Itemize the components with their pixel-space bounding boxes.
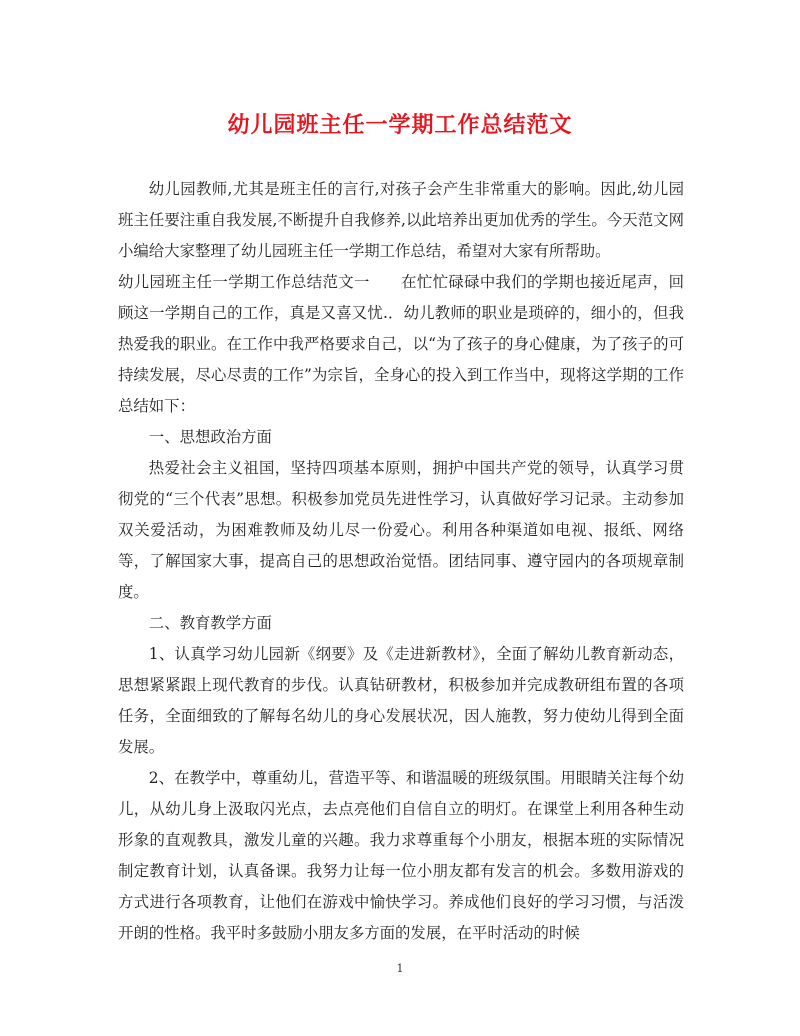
teaching-paragraph-2: 2、在教学中，尊重幼儿，营造平等、和谐温暖的班级氛围。用眼睛关注每个幼儿，从幼儿身上汲取闪光点，去点亮他们自信自立的明灯。在课堂上利用各种生动形象的直观教具，激发儿童的兴趣。我力求尊重每个小朋友，根据本班的实际情况制定教育计划，认真备课。我努力让每一位小朋友都有发言的机会。多数用游戏的方式进行各项教育，让他们在游戏中愉快学习。养成他们良好的学习习惯，与活泼开朗的性格。我平时多鼓励小朋友多方面的发展，在平时活动的时候 bbox=[118, 769, 684, 942]
section-heading-teaching: 二、教育教学方面 bbox=[148, 614, 272, 632]
teaching-paragraph-1: 1、认真学习幼儿园新《纲要》及《走进新教材》，全面了解幼儿教育新动态，思想紧紧跟上现代教育的步伐。认真钻研教材，积极参加并完成教研组布置的各项任务，全面细致的了解每名幼儿的身心发展状况，因人施教，努力使幼儿得到全面发展。 bbox=[118, 645, 684, 756]
document-title: 幼儿园班主任一学期工作总结范文 bbox=[227, 112, 573, 138]
article-opening-paragraph: 幼儿园班主任一学期工作总结范文一 在忙忙碌碌中我们的学期也接近尾声，回顾这一学期自己的工作，真是又喜又忧.．幼儿教师的职业是琐碎的，细小的，但我热爱我的职业。在工作中我严格要求自己，以“为了孩子的身心健康，为了孩子的可持续发展，尽心尽责的工作”为宗旨，全身心的投入到工作当中，现将这学期的工作总结如下： bbox=[118, 273, 684, 415]
document-body bbox=[118, 174, 684, 949]
page-number: 1 bbox=[396, 962, 404, 975]
intro-paragraph: 幼儿园教师,尤其是班主任的言行,对孩子会产生非常重大的影响。因此,幼儿园班主任要注重自我发展,不断提升自我修养,以此培养出更加优秀的学生。今天范文网小编给大家整理了幼儿园班主任一学期工作总结，希望对大家有所帮助。 bbox=[118, 180, 684, 260]
section-heading-political: 一、思想政治方面 bbox=[148, 428, 272, 446]
political-paragraph: 热爱社会主义祖国，坚持四项基本原则，拥护中国共产党的领导，认真学习贯彻党的“三个代表”思想。积极参加党员先进性学习，认真做好学习记录。主动参加双关爱活动，为困难教师及幼儿尽一份爱心。利用各种渠道如电视、报纸、网络等，了解国家大事，提高自己的思想政治觉悟。团结同事、遵守园内的各项规章制度。 bbox=[118, 459, 684, 601]
